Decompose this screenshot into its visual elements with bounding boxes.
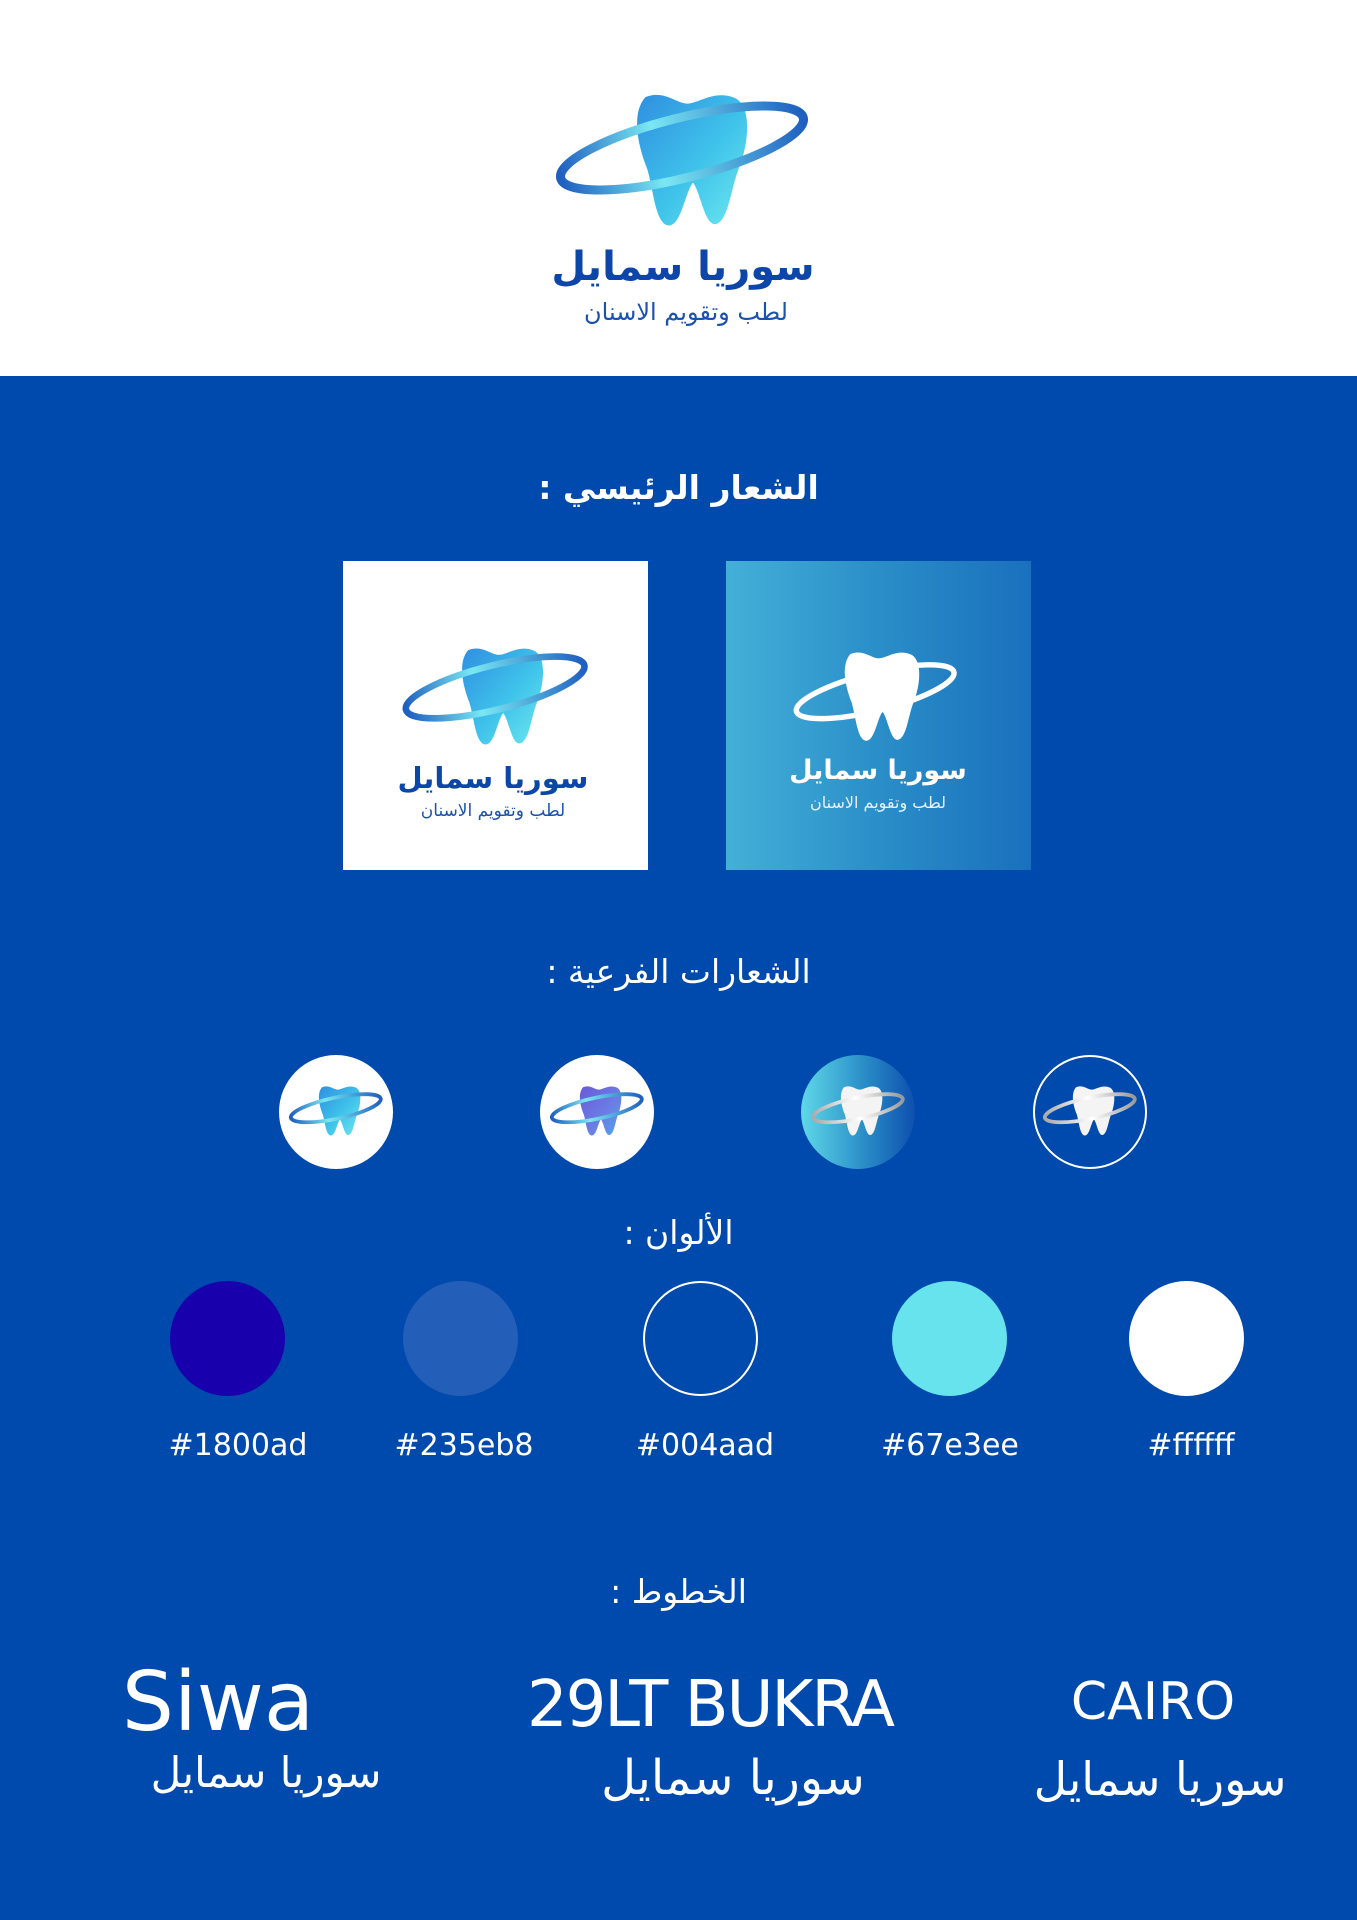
swatch-label: #1800ad (168, 1428, 308, 1463)
tooth-logo-icon (555, 78, 810, 248)
main-logo-white-variant (343, 561, 648, 870)
colors-title: الألوان : (623, 1213, 734, 1252)
font-name-siwa: Siwa (121, 1655, 315, 1750)
swatch-ffffff (1129, 1281, 1244, 1396)
font-name-29lt-bukra: 29LT BUKRA (526, 1668, 894, 1742)
header-brand-name: سوريا سمايل (551, 244, 815, 290)
swatch-label: #ffffff (1147, 1428, 1235, 1463)
main-logo-gradient-variant (726, 561, 1031, 870)
font-sample-29lt-bukra: سوريا سمايل (601, 1750, 865, 1806)
tooth-icon (810, 1078, 906, 1146)
main-logo-title: الشعار الرئيسي : (538, 468, 819, 507)
swatch-label: #67e3ee (881, 1428, 1019, 1463)
sub-logos-title: الشعارات الفرعية : (546, 952, 811, 991)
header-section (0, 0, 1357, 376)
tooth-logo-icon (398, 636, 593, 761)
font-sample-cairo: سوريا سمايل (1033, 1752, 1287, 1806)
tooth-icon (288, 1078, 384, 1146)
swatch-label: #004aad (635, 1428, 775, 1463)
tooth-icon (549, 1078, 645, 1146)
sub-logo-gradient-tooth (279, 1055, 393, 1169)
swatch-004aad (643, 1281, 758, 1396)
sub-logo-white-tooth-outlined (1033, 1055, 1147, 1169)
sub-logo-white-tooth-gradient (801, 1055, 915, 1169)
font-sample-siwa: سوريا سمايل (150, 1748, 382, 1797)
font-name-cairo: CAIRO (1070, 1672, 1236, 1732)
tagline: لطب وتقويم الاسنان (420, 801, 566, 821)
swatch-235eb8 (403, 1281, 518, 1396)
tagline: لطب وتقويم الاسنان (810, 793, 946, 812)
swatch-1800ad (170, 1281, 285, 1396)
header-tagline: لطب وتقويم الاسنان (584, 298, 788, 326)
swatch-67e3ee (892, 1281, 1007, 1396)
brand-name: سوريا سمايل (397, 761, 589, 795)
brand-name: سوريا سمايل (789, 755, 967, 786)
sub-logo-purple-tooth (540, 1055, 654, 1169)
fonts-title: الخطوط : (610, 1572, 747, 1611)
header-logo (555, 78, 810, 248)
tooth-logo-icon (788, 641, 963, 756)
swatch-label: #235eb8 (394, 1428, 534, 1463)
tooth-icon (1042, 1078, 1138, 1146)
